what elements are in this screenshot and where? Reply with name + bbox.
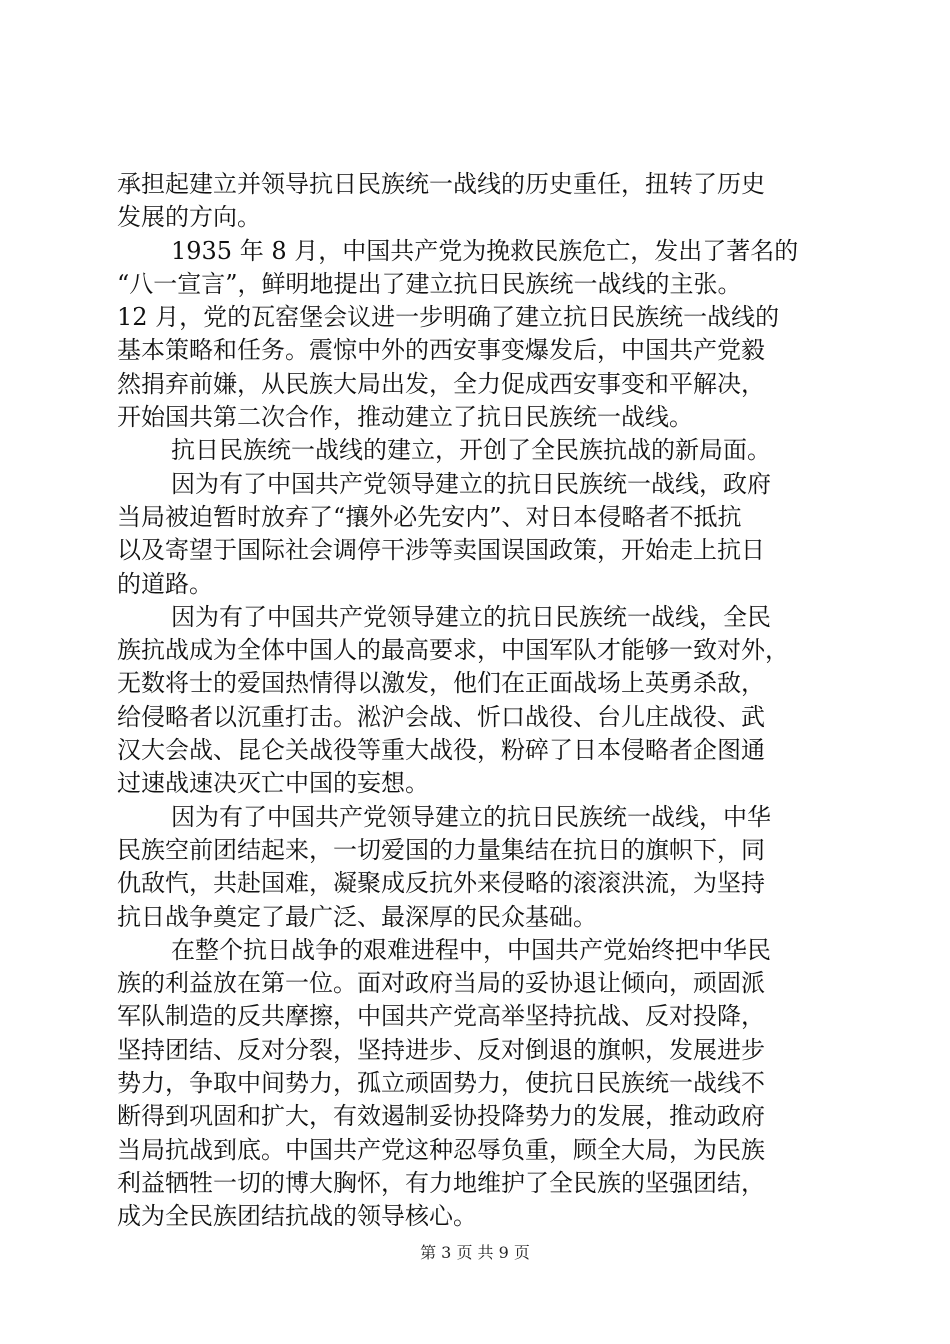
- text-line: 的道路。: [117, 569, 213, 598]
- text-line: 因为有了中国共产党领导建立的抗日民族统一战线，政府: [171, 469, 771, 498]
- text-line: 开始国共第二次合作，推动建立了抗日民族统一战线。: [117, 403, 693, 432]
- text-line: 以及寄望于国际社会调停干涉等卖国误国政策，开始走上抗日: [117, 536, 765, 565]
- text-line: 过速战速决灭亡中国的妄想。: [117, 769, 429, 798]
- text-line: 基本策略和任务。震惊中外的西安事变爆发后，中国共产党毅: [117, 336, 765, 365]
- text-line: 坚持团结、反对分裂，坚持进步、反对倒退的旗帜，发展进步: [117, 1035, 765, 1064]
- text-line: 成为全民族团结抗战的领导核心。: [117, 1202, 477, 1231]
- document-body: [117, 168, 837, 1234]
- text-line: 当局被迫暂时放弃了“攘外必先安内”、对日本侵略者不抵抗: [117, 502, 742, 531]
- text-line: 发展的方向。: [117, 203, 261, 232]
- text-line: 断得到巩固和扩大，有效遏制妥协投降势力的发展，推动政府: [117, 1102, 765, 1131]
- text-line: 承担起建立并领导抗日民族统一战线的历史重任，扭转了历史: [117, 170, 765, 198]
- text-line: 然捐弃前嫌，从民族大局出发，全力促成西安事变和平解决，: [117, 369, 765, 398]
- text-line: 1935 年 8 月，中国共产党为挽救民族危亡，发出了著名的: [171, 236, 799, 265]
- text-line: 抗日民族统一战线的建立，开创了全民族抗战的新局面。: [171, 436, 771, 465]
- text-line: 因为有了中国共产党领导建立的抗日民族统一战线，中华: [171, 802, 771, 831]
- text-line: 当局抗战到底。中国共产党这种忍辱负重，顾全大局，为民族: [117, 1135, 765, 1164]
- page-footer: 第 3 页 共 9 页: [420, 1243, 530, 1262]
- text-line: 仇敌忾，共赴国难，凝聚成反抗外来侵略的滚滚洪流，为坚持: [117, 869, 765, 898]
- text-line: 利益牺牲一切的博大胸怀，有力地维护了全民族的坚强团结，: [117, 1168, 765, 1197]
- text-line: 无数将士的爱国热情得以激发，他们在正面战场上英勇杀敌，: [117, 669, 765, 698]
- text-line: 势力，争取中间势力，孤立顽固势力，使抗日民族统一战线不: [117, 1069, 765, 1098]
- text-line: “八一宣言”，鲜明地提出了建立抗日民族统一战线的主张。: [117, 269, 742, 298]
- text-line: 12 月，党的瓦窑堡会议进一步明确了建立抗日民族统一战线的: [117, 303, 780, 332]
- text-line: 在整个抗日战争的艰难进程中，中国共产党始终把中华民: [171, 935, 771, 964]
- text-line: 族的利益放在第一位。面对政府当局的妥协退让倾向，顽固派: [117, 969, 765, 998]
- text-line: 汉大会战、昆仑关战役等重大战役，粉碎了日本侵略者企图通: [117, 736, 765, 765]
- text-line: 民族空前团结起来，一切爱国的力量集结在抗日的旗帜下，同: [117, 835, 765, 864]
- text-line: 抗日战争奠定了最广泛、最深厚的民众基础。: [117, 902, 597, 931]
- text-line: 给侵略者以沉重打击。淞沪会战、忻口战役、台儿庄战役、武: [117, 702, 765, 731]
- text-line: 族抗战成为全体中国人的最高要求，中国军队才能够一致对外，: [117, 636, 789, 665]
- text-line: 军队制造的反共摩擦，中国共产党高举坚持抗战、反对投降，: [117, 1002, 765, 1031]
- text-line: 因为有了中国共产党领导建立的抗日民族统一战线，全民: [171, 602, 771, 631]
